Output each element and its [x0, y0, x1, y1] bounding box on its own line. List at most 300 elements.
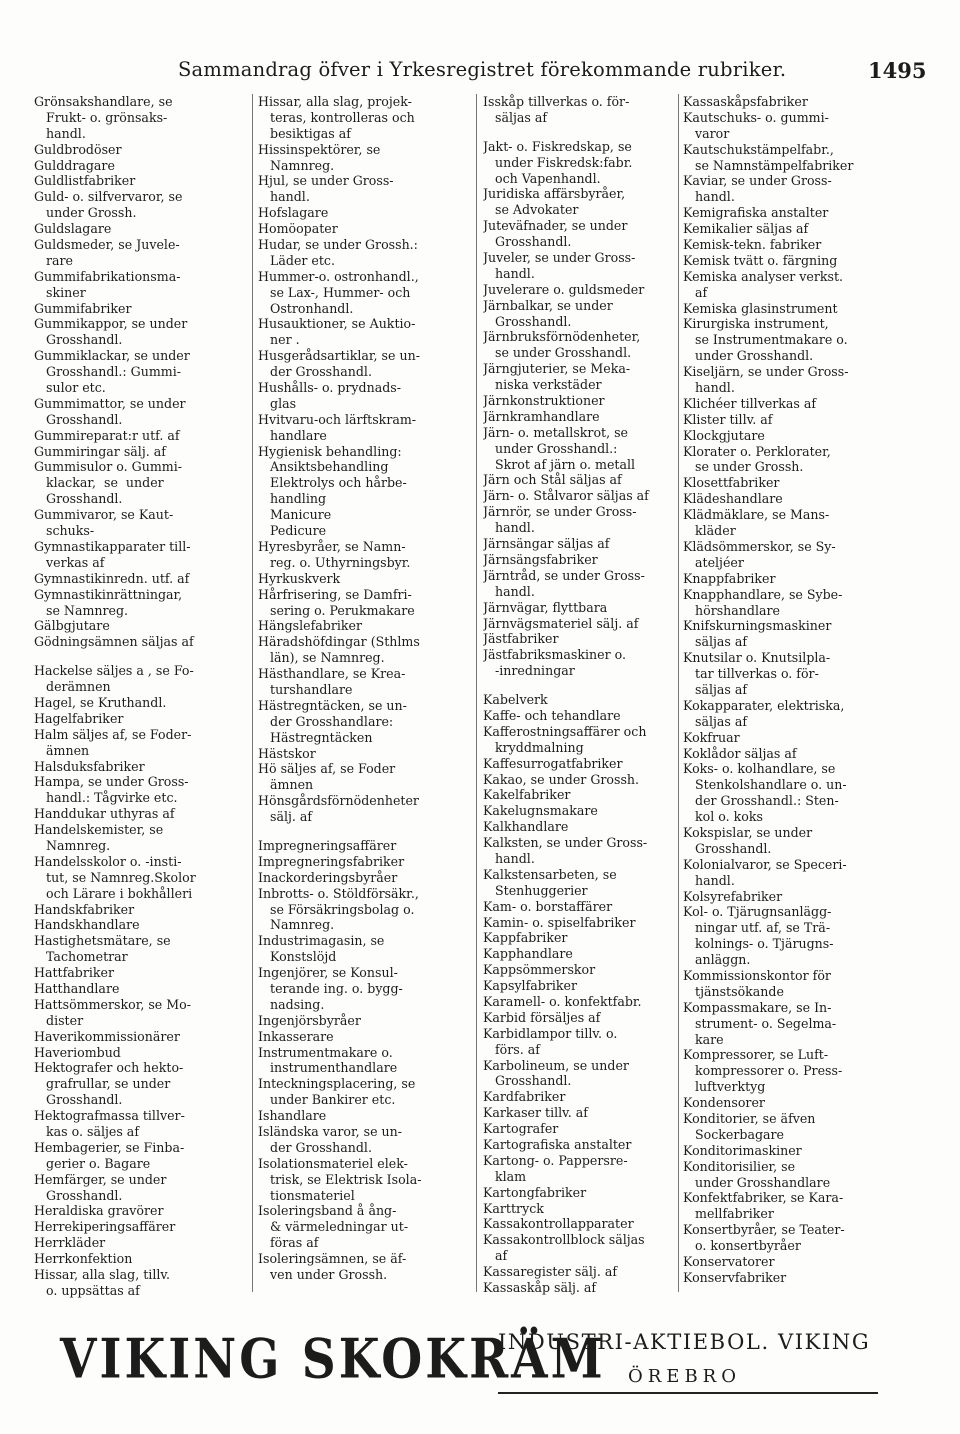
index-entry: Kamin- o. spiselfabriker	[483, 914, 636, 930]
index-entry: Inackorderingsbyråer	[258, 869, 398, 885]
entry-continuation: der Grosshandlare:	[258, 713, 394, 729]
index-entry: Konfektfabriker, se Kara-	[683, 1190, 844, 1206]
index-entry: Kakelfabriker	[483, 787, 571, 803]
index-entry: Kokapparater, elektriska,	[683, 697, 845, 713]
entry-continuation: Pedicure	[258, 523, 327, 539]
entry-continuation: nadsing.	[258, 996, 325, 1012]
entry-continuation: under Fiskredsk:fabr.	[483, 154, 633, 170]
index-entry: Handskfabriker	[34, 901, 135, 917]
index-entry: Husgerådsartiklar, se un-	[258, 348, 420, 364]
entry-continuation: ner .	[258, 332, 300, 348]
entry-continuation: der Grosshandl.: Sten-	[683, 793, 839, 809]
index-entry: Guldlistfabriker	[34, 173, 136, 189]
index-entry: Järnrör, se under Gross-	[483, 504, 637, 520]
index-entry: Hårfrisering, se Damfri-	[258, 586, 412, 602]
index-entry: Kartografiska anstalter	[483, 1137, 632, 1152]
entry-continuation: Grosshandl.	[483, 313, 572, 329]
index-entry: Klockgjutare	[683, 427, 765, 443]
index-entry: Järngjuterier, se Meka-	[483, 361, 631, 377]
entry-continuation: se Instrumentmakare o.	[683, 332, 848, 348]
index-entry: Homöopater	[258, 221, 338, 237]
entry-continuation: ven under Grossh.	[258, 1267, 388, 1283]
entry-continuation: & värmeledningar ut-	[258, 1219, 409, 1235]
entry-continuation: Hästregntäcken	[258, 729, 373, 745]
advertisement-footer	[0, 1320, 960, 1410]
entry-continuation: handlare	[258, 427, 327, 443]
index-entry: Klichéer tillverkas af	[683, 395, 817, 411]
column-divider	[678, 94, 679, 1292]
entry-continuation: sulor etc.	[34, 380, 106, 396]
entry-continuation: under Grosshandlare	[683, 1174, 831, 1190]
entry-continuation: klam	[483, 1168, 527, 1184]
entry-continuation: tjänstsökande	[683, 983, 784, 999]
entry-continuation: Grosshandl.	[483, 234, 572, 250]
index-entry: Hissar, alla slag, projek-	[258, 94, 412, 109]
index-columns	[0, 94, 960, 1306]
index-entry: Häradshöfdingar (Sthlms	[258, 634, 420, 650]
index-entry: Kolonialvaror, se Speceri-	[683, 856, 847, 872]
index-entry: Karamell- o. konfektfabr.	[483, 993, 642, 1009]
entry-continuation: och Vapenhandl.	[483, 170, 601, 186]
entry-continuation: handl.	[483, 520, 535, 536]
index-entry: Kartografer	[483, 1121, 559, 1137]
entry-continuation: schuks-	[34, 523, 95, 539]
page-number: 1495	[868, 58, 927, 83]
entry-continuation: ämnen	[258, 777, 314, 793]
column-divider	[252, 94, 253, 1292]
index-entry: Gälbgjutare	[34, 618, 110, 634]
index-entry: Herrkonfektion	[34, 1251, 133, 1267]
index-entry: Hemfärger, se under	[34, 1171, 167, 1187]
index-entry: Hönsgårdsförnödenheter	[258, 793, 419, 809]
index-entry: Herrekiperingsaffärer	[34, 1219, 176, 1235]
index-entry: Haveriombud	[34, 1044, 121, 1060]
index-entry: Kokfruar	[683, 729, 740, 745]
entry-continuation: län), se Namnreg.	[258, 650, 385, 666]
entry-continuation: kryddmalning	[483, 739, 584, 755]
entry-continuation: säljas af	[683, 713, 748, 729]
entry-continuation: kare	[683, 1031, 724, 1047]
entry-continuation: kläder	[683, 523, 736, 539]
index-entry: Kassaskåp sälj. af	[483, 1280, 597, 1296]
index-entry: Hästregntäcken, se un-	[258, 697, 407, 713]
index-entry: Klädmäklare, se Mans-	[683, 507, 830, 523]
entry-continuation: strument- o. Segelma-	[683, 1015, 837, 1031]
index-entry: Isländska varor, se un-	[258, 1124, 403, 1139]
entry-continuation: se under Grosshandl.	[483, 345, 632, 361]
entry-continuation: af	[683, 284, 708, 300]
entry-continuation: handl.	[683, 380, 735, 396]
entry-continuation: Stenkolshandlare o. un-	[683, 777, 847, 793]
index-entry: Koks- o. kolhandlare, se	[683, 761, 836, 777]
index-entry: Ingenjörer, se Konsul-	[258, 965, 398, 981]
section-gap	[34, 650, 244, 663]
index-entry: Järnsängsfabriker	[483, 551, 598, 567]
company-underline	[498, 1392, 878, 1394]
index-entry: Kappsömmerskor	[483, 962, 596, 978]
index-entry: Juveler, se under Gross-	[483, 250, 636, 266]
entry-continuation: kolnings- o. Tjärugns-	[683, 936, 834, 952]
entry-continuation: tut, se Namnreg.Skolor	[34, 869, 196, 885]
index-entry: Klädsömmerskor, se Sy-	[683, 538, 836, 554]
index-entry: Gymnastikinrättningar,	[34, 586, 183, 602]
index-entry: Ingenjörsbyråer	[258, 1012, 361, 1028]
entry-continuation: handling	[258, 491, 327, 507]
index-entry: Kapsylfabriker	[483, 978, 577, 994]
entry-continuation: se Försäkringsbolag o.	[258, 901, 415, 917]
index-entry: Hästhandlare, se Krea-	[258, 666, 406, 682]
index-entry: Kalksten, se under Gross-	[483, 835, 648, 851]
entry-continuation: kol o. koks	[683, 809, 763, 825]
entry-continuation: Manicure	[258, 507, 332, 523]
entry-continuation: niska verkstäder	[483, 377, 602, 393]
entry-continuation: af	[483, 1248, 508, 1264]
index-entry: Hektografmassa tillver-	[34, 1108, 185, 1124]
index-entry: Juridiska affärsbyråer,	[483, 186, 626, 202]
entry-continuation: säljas af	[683, 634, 748, 650]
index-entry: Kemikalier säljas af	[683, 221, 809, 237]
entry-continuation: besiktigas af	[258, 125, 351, 141]
index-entry: Kemiska glasinstrument	[683, 300, 838, 316]
page-title: Sammandrag öfver i Yrkesregistret förekommande rubriker.	[178, 58, 787, 81]
index-entry: Gummisulor o. Gummi-	[34, 459, 182, 475]
index-entry: Hagelfabriker	[34, 710, 124, 726]
index-entry: Kompassmakare, se In-	[683, 999, 832, 1015]
index-entry: Gummifabriker	[34, 300, 132, 316]
index-entry: Inkasserare	[258, 1028, 334, 1044]
index-entry: Hofslagare	[258, 205, 329, 221]
index-entry: Hygienisk behandling:	[258, 443, 402, 459]
index-entry: Gummifabrikationsma-	[34, 268, 181, 284]
entry-continuation: der Grosshandl.	[258, 364, 372, 380]
entry-continuation: tar tillverkas o. för-	[683, 666, 819, 682]
page-header	[0, 58, 960, 86]
index-entry: Järn- o. Stålvaror säljas af	[483, 488, 649, 504]
index-entry: Kirurgiska instrument,	[683, 316, 829, 332]
index-entry: Kokspislar, se under	[683, 824, 813, 840]
index-entry: Halm säljes af, se Foder-	[34, 726, 192, 742]
entry-continuation: se Advokater	[483, 202, 579, 218]
index-entry: Kompressorer, se Luft-	[683, 1047, 829, 1063]
entry-continuation: glas	[258, 395, 297, 411]
index-entry: Konservatorer	[683, 1254, 775, 1270]
index-entry: Guld- o. silfvervaror, se	[34, 189, 183, 205]
entry-continuation: o. uppsättas af	[34, 1282, 140, 1298]
index-entry: Järn- o. metallskrot, se	[483, 424, 629, 440]
index-entry: Husauktioner, se Auktio-	[258, 316, 416, 332]
index-entry: Inbrotts- o. Stöldförsäkr.,	[258, 885, 419, 901]
company-name: INDUSTRI-AKTIEBOL. VIKING	[498, 1330, 871, 1354]
index-entry: Hudar, se under Grossh.:	[258, 237, 418, 253]
index-entry: Kassakontrollblock säljas	[483, 1232, 645, 1248]
index-entry: Kapphandlare	[483, 946, 573, 962]
entry-continuation: sälj. af	[258, 809, 313, 825]
index-entry: Järnbruksförnödenheter,	[483, 329, 641, 345]
index-entry: Hattsömmerskor, se Mo-	[34, 996, 191, 1012]
index-entry: Konservfabriker	[683, 1269, 787, 1285]
index-entry: Järnbalkar, se under	[483, 297, 613, 313]
entry-continuation: under Grosshandl.:	[483, 440, 618, 456]
index-entry: Kaviar, se under Gross-	[683, 173, 832, 189]
index-entry: Gummikappor, se under	[34, 316, 188, 332]
entry-continuation: Elektrolys och hårbe-	[258, 475, 407, 491]
entry-continuation: kompressorer o. Press-	[683, 1063, 843, 1079]
entry-continuation: handl.	[483, 850, 535, 866]
entry-continuation: Sockerbagare	[683, 1126, 784, 1142]
entry-continuation: Tachometrar	[34, 949, 128, 965]
index-entry: Isolationsmateriel elek-	[258, 1155, 408, 1171]
entry-continuation: teras, kontrolleras och	[258, 109, 415, 125]
index-entry: Kalkhandlare	[483, 819, 569, 835]
index-entry: Kafferostningsaffärer och	[483, 723, 647, 739]
index-entry: Kemisk tvätt o. färgning	[683, 252, 838, 268]
entry-continuation: derämnen	[34, 679, 111, 695]
index-entry: Hackelse säljes a , se Fo-	[34, 663, 194, 679]
entry-continuation: Grosshandl.	[34, 491, 123, 507]
index-entry: Heraldiska gravörer	[34, 1203, 164, 1219]
index-entry: Järntråd, se under Gross-	[483, 567, 645, 583]
index-entry: Juteväfnader, se under	[483, 218, 628, 234]
index-entry: Impregneringsaffärer	[258, 837, 397, 853]
index-entry: Konditorisilier, se	[683, 1158, 796, 1174]
entry-continuation: grafrullar, se under	[34, 1076, 171, 1092]
index-entry: Kassakontrollapparater	[483, 1216, 634, 1232]
section-gap	[483, 126, 675, 139]
entry-continuation: ämnen	[34, 742, 90, 758]
index-entry: Klorater o. Perklorater,	[683, 443, 831, 459]
index-entry: Isskåp tillverkas o. för-	[483, 94, 630, 109]
index-entry: Hästskor	[258, 745, 316, 761]
index-entry: Kautschuks- o. gummi-	[683, 109, 829, 125]
index-entry: Handelsskolor o. -insti-	[34, 853, 182, 869]
index-entry: Hjul, se under Gross-	[258, 173, 394, 189]
index-entry: Guldsmeder, se Juvele-	[34, 237, 180, 253]
index-entry: Järnvägar, flyttbara	[483, 599, 608, 615]
entry-continuation: Läder etc.	[258, 252, 335, 268]
entry-continuation: Namnreg.	[258, 917, 335, 933]
index-entry: Gymnastikapparater till-	[34, 538, 191, 554]
index-entry: Guldslagare	[34, 221, 112, 237]
entry-continuation: skiner	[34, 284, 86, 300]
entry-continuation: Namnreg.	[34, 837, 111, 853]
index-entry: Gummiklackar, se under	[34, 348, 190, 364]
index-entry: Järnkramhandlare	[483, 408, 600, 424]
entry-continuation: säljas af	[483, 109, 548, 125]
entry-continuation: handl.: Tågvirke etc.	[34, 790, 178, 806]
index-entry: Kassaskåpsfabriker	[683, 94, 808, 109]
index-entry: Herrkläder	[34, 1235, 106, 1251]
entry-continuation: Grosshandl.	[483, 1073, 572, 1089]
entry-continuation: Skrot af järn o. metall	[483, 456, 636, 472]
index-entry: Kol- o. Tjärugnsanlägg-	[683, 904, 832, 920]
index-entry: Kabelverk	[483, 692, 548, 708]
company-city: ÖREBRO	[628, 1366, 741, 1387]
entry-continuation: förs. af	[483, 1041, 540, 1057]
index-entry: Hembagerier, se Finba-	[34, 1139, 185, 1155]
index-entry: Kautschukstämpelfabr.,	[683, 141, 834, 157]
index-entry: Gödningsämnen säljas af	[34, 634, 194, 650]
entry-continuation: der Grosshandl.	[258, 1139, 372, 1155]
entry-continuation: tionsmateriel	[258, 1187, 355, 1203]
index-entry: Järnkonstruktioner	[483, 393, 605, 409]
index-entry: Hyresbyråer, se Namn-	[258, 538, 406, 554]
entry-continuation: Konstslöjd	[258, 949, 337, 965]
entry-continuation: se Namnreg.	[34, 602, 129, 618]
entry-continuation: sering o. Perukmakare	[258, 602, 415, 618]
index-entry: Hissinspektörer, se	[258, 141, 381, 157]
entry-continuation: Namnreg.	[258, 157, 335, 173]
index-entry: Kemisk-tekn. fabriker	[683, 237, 822, 253]
index-entry: Klosettfabriker	[683, 475, 780, 491]
entry-continuation: Ostronhandl.	[258, 300, 354, 316]
entry-continuation: turshandlare	[258, 681, 353, 697]
index-entry: Hö säljes af, se Foder	[258, 761, 396, 777]
index-entry: Karbidlampor tillv. o.	[483, 1025, 618, 1041]
index-entry: Kaffesurrogatfabriker	[483, 755, 623, 771]
index-entry: Isoleringsämnen, se äf-	[258, 1251, 407, 1267]
entry-continuation: Grosshandl.	[34, 411, 123, 427]
index-entry: Konsertbyråer, se Teater-	[683, 1222, 845, 1238]
section-gap	[258, 825, 470, 838]
index-entry: Koklådor säljas af	[683, 745, 797, 761]
entry-continuation: handl.	[483, 265, 535, 281]
entry-continuation: ateljéer	[683, 554, 744, 570]
entry-continuation: varor	[683, 125, 730, 141]
index-entry: Jästfabriker	[483, 631, 559, 647]
index-entry: Hyrkuskverk	[258, 570, 341, 586]
entry-continuation: trisk, se Elektrisk Isola-	[258, 1171, 422, 1187]
index-entry: Konditorimaskiner	[683, 1142, 802, 1158]
column-4	[683, 94, 883, 1306]
entry-continuation: Grosshandl.	[34, 332, 123, 348]
entry-continuation: säljas af	[683, 681, 748, 697]
entry-continuation: -inredningar	[483, 663, 575, 679]
index-entry: Hatthandlare	[34, 980, 120, 996]
index-entry: Kakelugnsmakare	[483, 803, 598, 819]
index-entry: Kakao, se under Grossh.	[483, 771, 640, 787]
index-entry: Klädeshandlare	[683, 491, 783, 507]
index-entry: Hampa, se under Gross-	[34, 774, 189, 790]
entry-continuation: rare	[34, 252, 74, 268]
column-divider	[476, 94, 477, 1292]
entry-continuation: under Bankirer etc.	[258, 1092, 396, 1108]
index-entry: Kalkstensarbeten, se	[483, 866, 617, 882]
index-entry: Kardfabriker	[483, 1089, 566, 1105]
entry-continuation: under Grosshandl.	[683, 348, 814, 364]
index-entry: Handdukar uthyras af	[34, 806, 175, 822]
index-entry: Karbolineum, se under	[483, 1057, 629, 1073]
entry-continuation: o. konsertbyråer	[683, 1238, 801, 1254]
index-entry: Kommissionskontor för	[683, 967, 831, 983]
index-entry: Ishandlare	[258, 1108, 327, 1124]
entry-continuation: se under Grossh.	[683, 459, 804, 475]
column-2	[258, 94, 470, 1306]
index-entry: Industrimagasin, se	[258, 933, 385, 949]
index-entry: Gymnastikinredn. utf. af	[34, 570, 190, 586]
index-entry: Kassaregister sälj. af	[483, 1264, 617, 1280]
entry-continuation: se Namnstämpelfabriker	[683, 157, 854, 173]
index-entry: Kartong- o. Pappersre-	[483, 1152, 628, 1168]
index-entry: Isoleringsband å ång-	[258, 1203, 397, 1219]
index-entry: Hvitvaru-och lärftskram-	[258, 411, 417, 427]
entry-continuation: terande ing. o. bygg-	[258, 980, 403, 996]
index-entry: Kondensorer	[683, 1095, 765, 1111]
entry-continuation: Ansiktsbehandling	[258, 459, 389, 475]
entry-continuation: handl.	[258, 189, 310, 205]
entry-continuation: hörshandlare	[683, 602, 780, 618]
brand-name: VIKING SKOKRÄM	[60, 1328, 606, 1392]
index-entry: Gummiringar sälj. af	[34, 443, 166, 459]
entry-continuation: Grosshandl.	[34, 1187, 123, 1203]
entry-continuation: handl.	[683, 189, 735, 205]
index-entry: Karkaser tillv. af	[483, 1105, 588, 1121]
index-entry: Kemigrafiska anstalter	[683, 205, 829, 221]
index-entry: Klister tillv. af	[683, 411, 773, 427]
index-entry: Hastighetsmätare, se	[34, 933, 171, 949]
entry-continuation: anläggn.	[683, 952, 751, 968]
index-entry: Hängslefabriker	[258, 618, 362, 634]
index-entry: Kemiska analyser verkst.	[683, 268, 844, 284]
entry-continuation: Grosshandl.: Gummi-	[34, 364, 182, 380]
index-entry: Kappfabriker	[483, 930, 568, 946]
index-entry: Hissar, alla slag, tillv.	[34, 1267, 170, 1283]
column-1	[34, 94, 244, 1306]
index-entry: Guldbrodöser	[34, 141, 122, 157]
entry-continuation: dister	[34, 1012, 84, 1028]
index-entry: Knappfabriker	[683, 570, 776, 586]
index-entry: Impregneringsfabriker	[258, 853, 405, 869]
index-entry: Hattfabriker	[34, 965, 114, 981]
entry-continuation: reg. o. Uthyrningsbyr.	[258, 554, 411, 570]
entry-continuation: se Lax-, Hummer- och	[258, 284, 411, 300]
index-entry: Karttryck	[483, 1200, 544, 1216]
index-entry: Kiseljärn, se under Gross-	[683, 364, 849, 380]
index-entry: Instrumentmakare o.	[258, 1044, 393, 1060]
index-entry: Knutsilar o. Knutsilpla-	[683, 650, 831, 666]
index-entry: Jästfabriksmaskiner o.	[483, 647, 626, 663]
index-entry: Knifskurningsmaskiner	[683, 618, 832, 634]
index-entry: Gulddragare	[34, 157, 115, 173]
index-entry: Hushålls- o. prydnads-	[258, 380, 401, 396]
index-entry: Knapphandlare, se Sybe-	[683, 586, 843, 602]
entry-continuation: och Lärare i bokhålleri	[34, 885, 193, 901]
index-entry: Järnsängar säljas af	[483, 536, 610, 552]
index-entry: Handskhandlare	[34, 917, 140, 933]
entry-continuation: gerier o. Bagare	[34, 1155, 151, 1171]
entry-continuation: ningar utf. af, se Trä-	[683, 920, 831, 936]
index-entry: Gummimattor, se under	[34, 395, 186, 411]
entry-continuation: kas o. säljes af	[34, 1124, 139, 1139]
entry-continuation: Grosshandl.	[34, 1092, 123, 1108]
index-entry: Hummer-o. ostronhandl.,	[258, 268, 419, 284]
entry-continuation: handl.	[683, 872, 735, 888]
entry-continuation: Frukt- o. grönsaks-	[34, 109, 168, 125]
entry-continuation: handl.	[34, 125, 86, 141]
index-entry: Hagel, se Kruthandl.	[34, 694, 167, 710]
column-3	[483, 94, 675, 1306]
index-entry: Järn och Stål säljas af	[483, 472, 622, 488]
index-entry: Handelskemister, se	[34, 822, 164, 838]
index-entry: Kartongfabriker	[483, 1184, 587, 1200]
index-entry: Konditorier, se äfven	[683, 1111, 816, 1126]
section-gap	[483, 679, 675, 692]
index-entry: Haverikommissionärer	[34, 1028, 180, 1044]
index-entry: Hektografer och hekto-	[34, 1060, 184, 1076]
index-entry: Halsduksfabriker	[34, 758, 145, 774]
entry-continuation: instrumenthandlare	[258, 1060, 398, 1076]
index-entry: Juvelerare o. guldsmeder	[483, 281, 645, 297]
index-entry: Grönsakshandlare, se	[34, 94, 173, 109]
